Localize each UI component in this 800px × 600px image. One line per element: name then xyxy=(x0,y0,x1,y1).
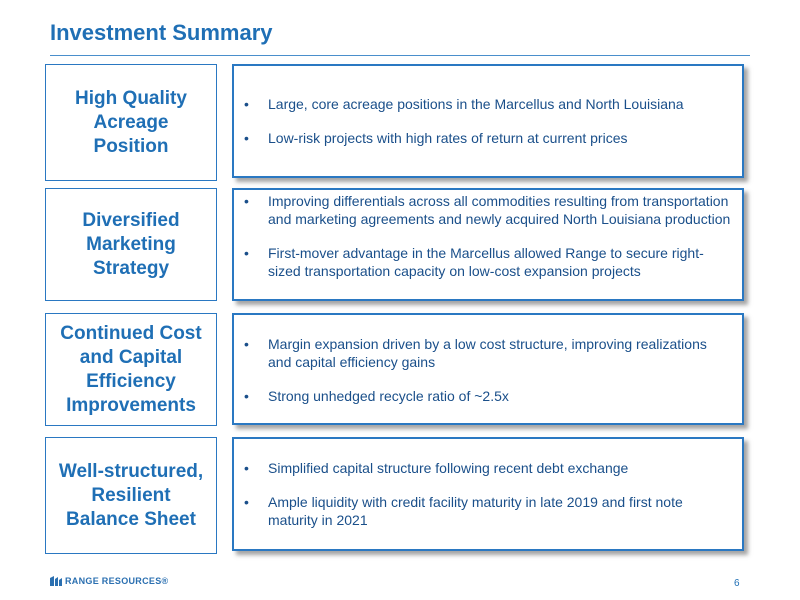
list-item: • Large, core acreage positions in the Marcellus and North Louisiana xyxy=(244,96,684,112)
bullet-text: Low-risk projects with high rates of return at current prices xyxy=(268,130,628,146)
range-logo-icon xyxy=(50,576,62,586)
bullet-text: Margin expansion driven by a low cost structure, improving realizations and capital efficiency gains xyxy=(268,336,707,370)
bullet-list xyxy=(238,459,732,529)
bullet-list xyxy=(238,95,732,147)
page-number: 6 xyxy=(734,578,740,589)
bullet-text: Ample liquidity with credit facility maturity in late 2019 and first note maturity in 2021 xyxy=(268,494,683,528)
list-item: • Ample liquidity with credit facility maturity in late 2019 and first note maturity in 2021 xyxy=(244,494,683,528)
row-label: Continued Cost and Capital Efficiency Improvements xyxy=(60,322,202,416)
page-title: Investment Summary xyxy=(50,20,273,45)
row-label: High Quality Acreage Position xyxy=(75,87,187,157)
row-label: Diversified Marketing Strategy xyxy=(82,209,180,279)
list-item: • First-mover advantage in the Marcellus allowed Range to secure right-sized transportation capacity on low-cost expansion projects xyxy=(244,245,704,279)
row-content-box xyxy=(232,188,744,301)
title-divider xyxy=(50,55,750,56)
row-label-box xyxy=(45,313,217,426)
row-label-box xyxy=(45,64,217,181)
company-logo xyxy=(50,576,168,586)
row-content-box xyxy=(232,437,744,551)
logo-text: RANGE RESOURCES® xyxy=(65,576,169,586)
bullet-text: Strong unhedged recycle ratio of ~2.5x xyxy=(268,388,509,404)
bullet-text: Simplified capital structure following recent debt exchange xyxy=(268,460,629,476)
bullet-text: Improving differentials across all commodities resulting from transportation and marketing agreements and newly acquired North Louisiana production xyxy=(268,193,731,227)
list-item: • Strong unhedged recycle ratio of ~2.5x xyxy=(244,388,509,404)
row-label: Well-structured, Resilient Balance Sheet xyxy=(58,460,204,530)
list-item: • Improving differentials across all commodities resulting from transportation and marketing agreements and newly acquired North Louisiana production xyxy=(244,193,731,227)
list-item: • Margin expansion driven by a low cost structure, improving realizations and capital efficiency gains xyxy=(244,336,707,370)
bullet-text: First-mover advantage in the Marcellus allowed Range to secure right-sized transportation capacity on low-cost expansion projects xyxy=(268,245,704,279)
row-content-box xyxy=(232,64,744,178)
bullet-list xyxy=(238,335,732,405)
row-content-box xyxy=(232,313,744,425)
row-label-box xyxy=(45,437,217,554)
list-item: • Low-risk projects with high rates of return at current prices xyxy=(244,130,628,146)
bullet-text: Large, core acreage positions in the Marcellus and North Louisiana xyxy=(268,96,684,112)
row-label-box xyxy=(45,188,217,301)
list-item: • Simplified capital structure following recent debt exchange xyxy=(244,460,629,476)
bullet-list xyxy=(238,192,732,280)
